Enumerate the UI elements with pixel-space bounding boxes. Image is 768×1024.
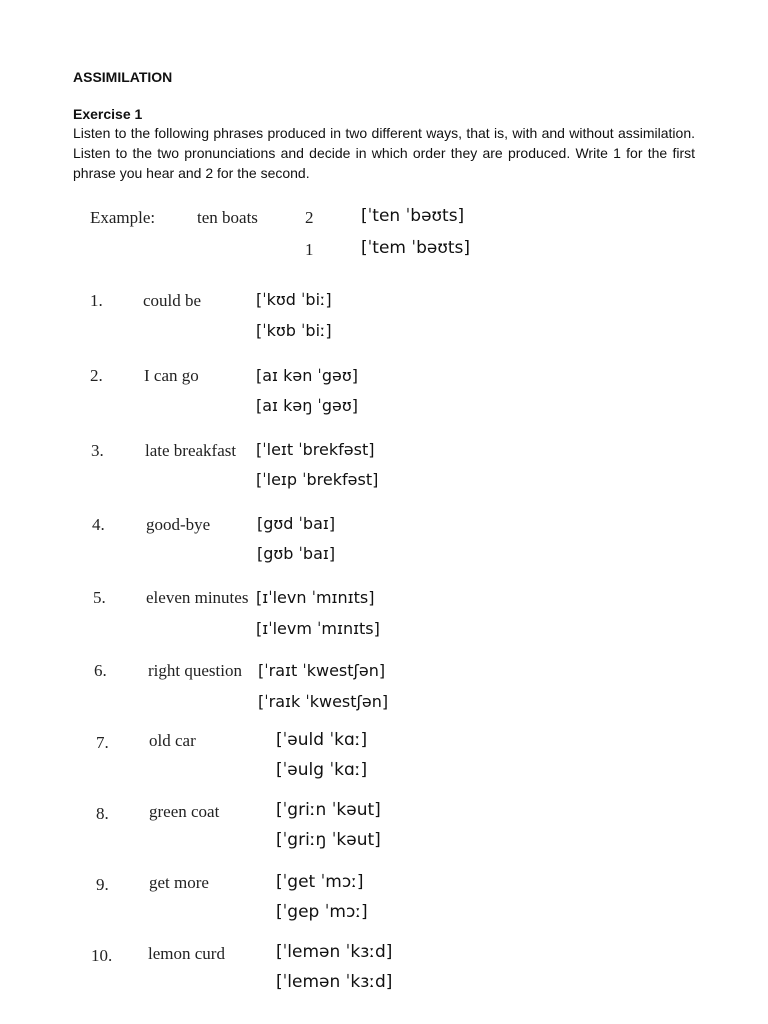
item-transcription-first: [ˈleɪt ˈbrekfəst]	[256, 440, 375, 459]
item-number: 3.	[91, 441, 104, 460]
item-phrase: I can go	[144, 366, 199, 385]
example-transcription-second: [ˈtem ˈbəʊts]	[361, 238, 470, 258]
item-phrase: green coat	[149, 802, 220, 821]
example-order-first: 2	[305, 208, 314, 227]
item-transcription-first: [ˈgriːn ˈkəut]	[276, 800, 381, 820]
item-phrase: late breakfast	[145, 441, 237, 460]
item-transcription-second: [aɪ kəŋ ˈgəʊ]	[256, 396, 358, 415]
item-transcription-first: [ˈlemən ˈkɜːd]	[276, 942, 393, 962]
item-number: 10.	[91, 946, 113, 965]
item-transcription-first: [ˈget ˈmɔː]	[276, 872, 364, 892]
item-phrase: good-bye	[146, 515, 211, 534]
item-number: 4.	[92, 515, 105, 534]
example-phrase: ten boats	[197, 208, 258, 227]
item-number: 8.	[96, 804, 109, 823]
item-transcription-second: [gʊb ˈbaɪ]	[257, 544, 336, 563]
item-phrase: eleven minutes	[146, 588, 249, 607]
item-transcription-second: [ˈleɪp ˈbrekfəst]	[256, 470, 379, 489]
exercise-title: Exercise 1	[73, 106, 143, 122]
item-transcription-first: [ˈəuld ˈkɑː]	[276, 730, 368, 750]
item-transcription-second: [ˈgep ˈmɔː]	[276, 902, 368, 922]
page-heading: ASSIMILATION	[73, 69, 173, 85]
item-transcription-second: [ɪˈlevm ˈmɪnɪts]	[256, 619, 380, 638]
item-transcription-second: [ˈəulg ˈkɑː]	[276, 760, 368, 780]
item-transcription-first: [ˈraɪt ˈkwestʃən]	[258, 661, 386, 680]
item-transcription-second: [ˈkʊb ˈbiː]	[256, 321, 332, 340]
item-phrase: right question	[148, 661, 242, 680]
example-label: Example:	[90, 208, 156, 227]
item-phrase: old car	[149, 731, 196, 750]
item-transcription-first: [ɪˈlevn ˈmɪnɪts]	[256, 588, 375, 607]
item-transcription-second: [ˈraɪk ˈkwestʃən]	[258, 692, 389, 711]
item-number: 2.	[90, 366, 103, 385]
item-transcription-second: [ˈlemən ˈkɜːd]	[276, 972, 393, 992]
item-transcription-second: [ˈgriːŋ ˈkəut]	[276, 830, 381, 850]
item-number: 5.	[93, 588, 106, 607]
item-phrase: lemon curd	[148, 944, 225, 963]
item-transcription-first: [gʊd ˈbaɪ]	[257, 514, 336, 533]
item-number: 1.	[90, 291, 103, 310]
item-transcription-first: [aɪ kən ˈgəʊ]	[256, 366, 358, 385]
exercise-instructions: Listen to the following phrases produced in two different ways, that is, with and without assimilation. Listen to the two pronunciations and decide in which order they are produced. Write 1 for the first phrase you hear and 2 for the second.	[73, 125, 695, 181]
item-number: 9.	[96, 875, 109, 894]
example-transcription-first: [ˈten ˈbəʊts]	[361, 206, 465, 226]
item-phrase: get more	[149, 873, 209, 892]
item-phrase: could be	[143, 291, 202, 310]
item-transcription-first: [ˈkʊd ˈbiː]	[256, 290, 332, 309]
item-number: 6.	[94, 661, 107, 680]
example-order-second: 1	[305, 240, 314, 259]
item-number: 7.	[96, 733, 109, 752]
